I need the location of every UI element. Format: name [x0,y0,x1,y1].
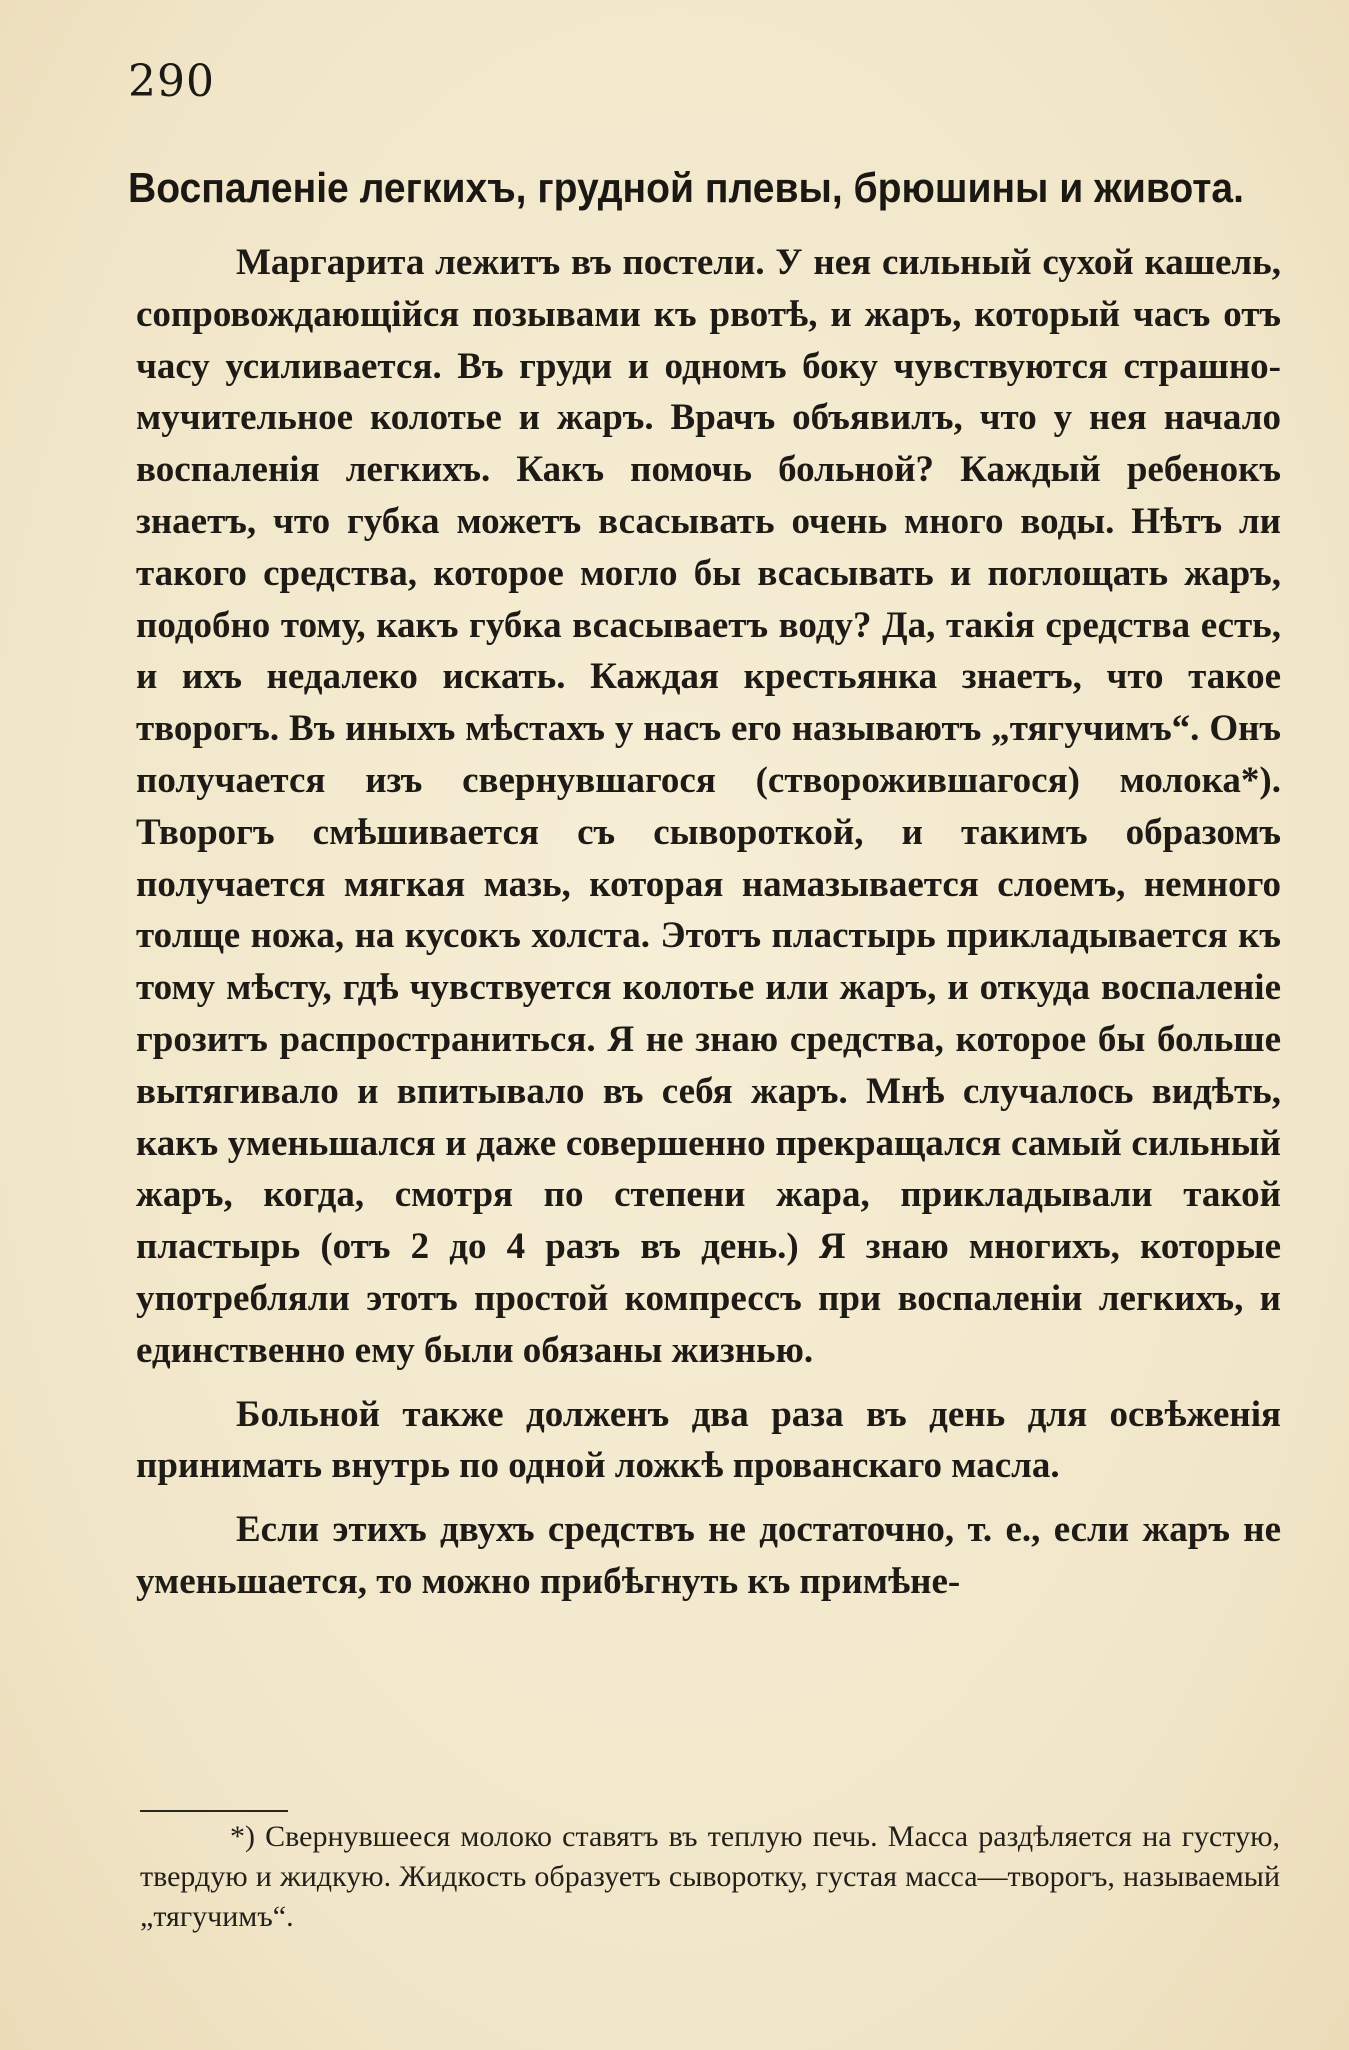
footnote [140,1817,1280,1937]
paragraph-1: Маргарита лежитъ въ постели. У нея сильный сухой кашель, сопровождающійся позывами къ рвотѣ, и жаръ, который часъ отъ часу усиливается. Въ груди и одномъ боку чувствуются страшно-мучительное колотье и жаръ. Врачъ объявилъ, что у нея начало воспаленія легкихъ. Какъ помочь больной? Каждый ребенокъ знаетъ, что губка можетъ всасывать очень много воды. Нѣтъ ли такого средства, которое могло бы всасывать и поглощать жаръ, подобно тому, какъ губка всасываетъ воду? Да, такія средства есть, и ихъ недалеко искать. Каждая крестьянка знаетъ, что такое творогъ. Въ иныхъ мѣстахъ у насъ его называютъ „тягучимъ“. Онъ получается изъ свернувшагося (створожившагося) молока*). Творогъ смѣшивается съ сывороткой, и такимъ образомъ получается мягкая мазь, которая намазывается слоемъ, немного толще ножа, на кусокъ холста. Этотъ пластырь прикладывается къ тому мѣсту, гдѣ чувствуется колотье или жаръ, и откуда воспаленіе грозитъ распространиться. Я не знаю средства, которое бы больше вытягивало и впитывало въ себя жаръ. Мнѣ случалось видѣть, какъ уменьшался и даже совершенно прекращался самый сильный жаръ, когда, смотря по степени жара, прикладывали такой пластырь (отъ 2 до 4 разъ въ день.) Я знаю многихъ, которые употребляли этотъ простой компрессъ при воспаленіи легкихъ, и единственно ему были обязаны жизнью. [136,242,1281,1371]
paragraph-2: Больной также долженъ два раза въ день для освѣженія принимать внутрь по одной ложкѣ прованскаго масла. [136,1393,1281,1487]
footnote-divider [140,1810,288,1812]
paragraph-3: Если этихъ двухъ средствъ не достаточно, т. е., если жаръ не уменьшается, то можно прибѣгнуть къ примѣне- [136,1509,1281,1602]
body-text [136,237,1281,1608]
section-heading: Воспаленіе легкихъ, грудной плевы, брюшины и живота. [128,164,1244,211]
footnote-text: *) Свернувшееся молоко ставятъ въ теплую печь. Масса раздѣляется на густую, твердую и жидкую. Жидкость образуетъ сыворотку, густая масса—творогъ, называемый „тягучимъ“. [140,1820,1280,1933]
page-number: 290 [128,56,215,107]
